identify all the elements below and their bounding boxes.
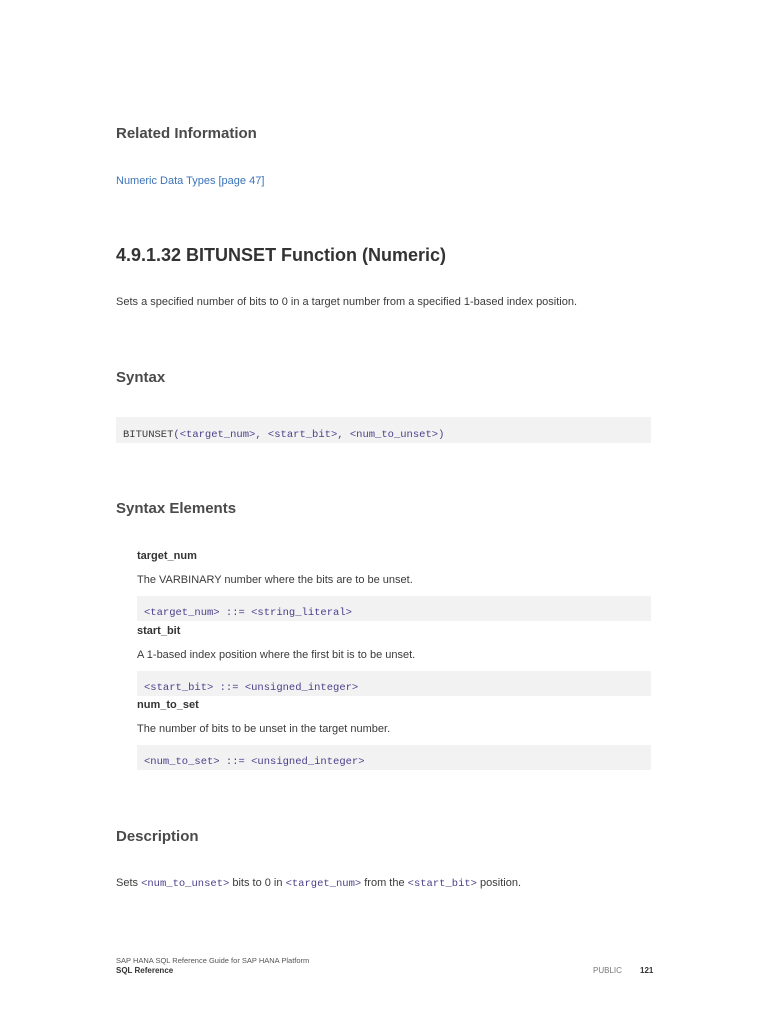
footer-doc-title: SAP HANA SQL Reference Guide for SAP HANA Platform (116, 956, 310, 965)
element-code-target-num-text: <target_num> ::= <string_literal> (144, 607, 352, 619)
element-code-target-num (137, 596, 651, 621)
footer-classification: PUBLIC (593, 966, 622, 975)
numeric-data-types-link[interactable]: Numeric Data Types [page 47] (116, 175, 265, 187)
description-heading: Description (116, 828, 199, 845)
description-code-start-bit: <start_bit> (407, 878, 477, 890)
element-term-start-bit: start_bit (137, 625, 181, 637)
section-title: 4.9.1.32 BITUNSET Function (Numeric) (116, 245, 447, 265)
element-code-num-to-set (137, 745, 651, 770)
syntax-code-fn: BITUNSET (123, 429, 174, 441)
syntax-heading: Syntax (116, 369, 166, 386)
description-text-1: Sets (116, 877, 142, 889)
element-term-target-num: target_num (137, 550, 197, 562)
syntax-code-block (116, 417, 651, 443)
syntax-code-args: (<target_num>, <start_bit>, <num_to_unset>) (173, 429, 445, 441)
syntax-elements-heading: Syntax Elements (116, 500, 237, 517)
related-heading: Related Information (116, 125, 257, 142)
element-desc-target-num: The VARBINARY number where the bits are to be unset. (137, 574, 413, 586)
description-code-target-num: <target_num> (285, 878, 362, 890)
element-desc-num-to-set: The number of bits to be unset in the target number. (137, 723, 391, 735)
element-term-num-to-set: num_to_set (137, 699, 199, 711)
description-code-num-to-unset: <num_to_unset> (141, 878, 230, 890)
element-code-start-bit (137, 671, 651, 696)
element-code-start-bit-text: <start_bit> ::= <unsigned_integer> (144, 682, 359, 694)
description-text-2: bits to 0 in (229, 877, 286, 889)
element-code-num-to-set-text: <num_to_set> ::= <unsigned_integer> (144, 756, 365, 768)
description-text (116, 877, 521, 890)
description-text-4: position. (476, 877, 521, 889)
footer-page-number: 121 (640, 966, 654, 975)
description-text-3: from the (361, 877, 408, 889)
footer-chapter: SQL Reference (116, 966, 174, 975)
element-desc-start-bit: A 1-based index position where the first bit is to be unset. (137, 649, 416, 661)
section-intro: Sets a specified number of bits to 0 in a target number from a specified 1-based index position. (116, 296, 578, 308)
